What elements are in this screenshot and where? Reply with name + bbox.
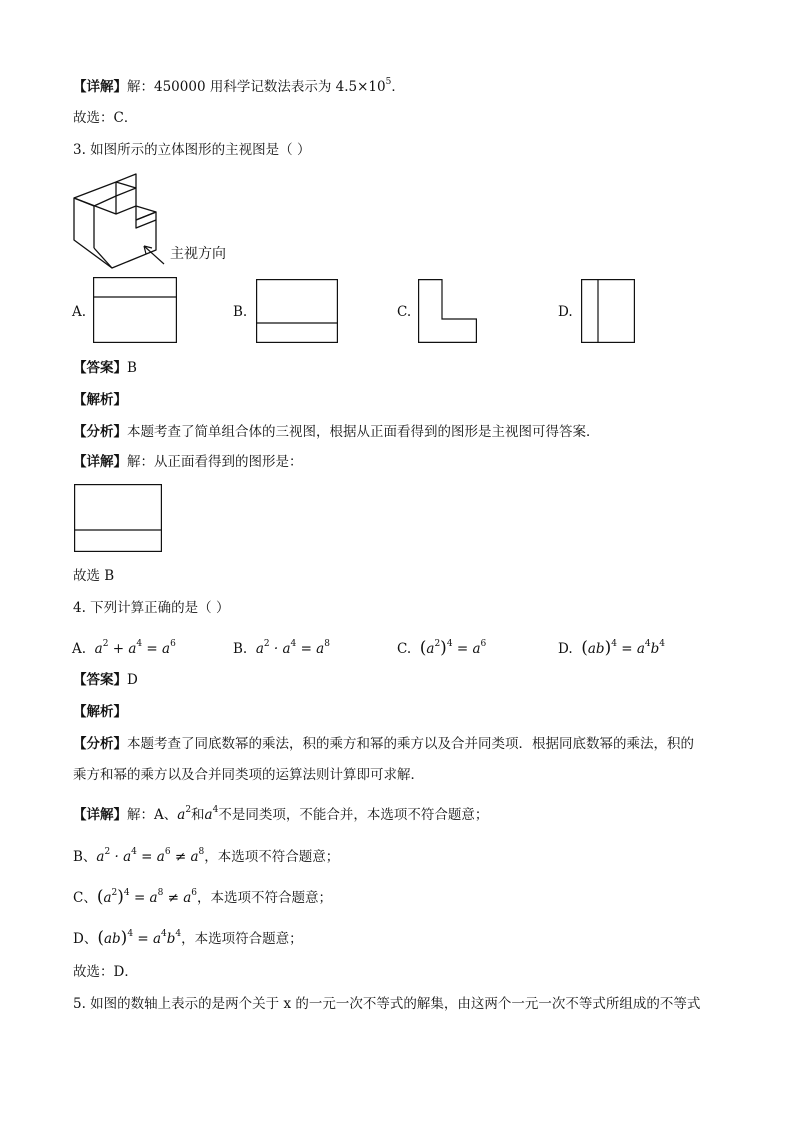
q4-option-b: B. $a^2 \cdot a^4 = a^8$ xyxy=(233,639,330,657)
sci-notation: $4.5\times 10^5$ xyxy=(335,77,392,95)
q4-detail-b: B、$a^2 \cdot a^4 = a^6 \ne a^8$，本选项不符合题意； xyxy=(73,847,340,865)
q2-choose: 故选：C． xyxy=(73,110,138,126)
q4-detail-d: D、$(ab)^4 = a^4b^4$，本选项符合题意； xyxy=(73,928,303,948)
q3-analysis-tag: 【解析】 xyxy=(73,392,127,408)
q3-stem: 3. 如图所示的立体图形的主视图是（ ） xyxy=(73,142,311,158)
q3-option-d-figure xyxy=(581,279,635,343)
q3-detail-line: 【详解】解：从正面看得到的图形是： xyxy=(73,454,303,470)
q4-choose: 故选：D． xyxy=(73,964,138,980)
q3-option-c-figure xyxy=(418,279,478,343)
q3-option-c-label: C. xyxy=(397,304,412,320)
q4-fenxi-line-2: 乘方和幂的乘方以及合并同类项的运算法则计算即可求解． xyxy=(73,767,424,783)
detail-tag: 【详解】 xyxy=(73,79,127,95)
q4-stem: 4. 下列计算正确的是（ ） xyxy=(73,600,230,616)
answer-value: B xyxy=(127,360,137,376)
q4-option-c: C. $(a^2)^4 = a^6$ xyxy=(397,638,487,658)
q3-option-a-figure xyxy=(93,277,177,343)
q3-option-b-figure xyxy=(256,279,338,343)
q4-detail-c: C、$(a^2)^4 = a^8 \ne a^6$，本选项不符合题意； xyxy=(73,887,333,907)
q4-option-d: D. $(ab)^4 = a^4b^4$ xyxy=(558,638,666,658)
answer-tag: 【答案】 xyxy=(73,360,127,376)
q4-fenxi-line-1: 【分析】本题考查了同底数幂的乘法，积的乘方和幂的乘方以及合并同类项．根据同底数幂的乘法，积的 xyxy=(73,736,694,752)
view-direction-arrow xyxy=(140,240,170,270)
q3-option-d-label: D. xyxy=(558,304,573,320)
q3-choose: 故选 B xyxy=(73,568,115,584)
q3-answer-line xyxy=(73,358,137,378)
q4-option-a: A. $a^2 + a^4 = a^6$ xyxy=(72,639,176,657)
q2-detail-line: 【详解】解：450000 用科学记数法表示为 $4.5\times 10^5$． xyxy=(73,77,405,95)
q4-answer-line: 【答案】D xyxy=(73,672,138,688)
q5-stem: 5. 如图的数轴上表示的是两个关于 x 的一元一次不等式的解集，由这两个一元一次不等式所组成的不等式 xyxy=(73,996,701,1012)
q3-fenxi-line: 【分析】本题考查了简单组合体的三视图，根据从正面看得到的图形是主视图可得答案． xyxy=(73,424,600,440)
q4-detail-a: 【详解】解：A、$a^2$和$a^4$不是同类项，不能合并，本选项不符合题意； xyxy=(73,805,489,823)
view-direction-label: 主视方向 xyxy=(170,246,226,262)
q4-analysis-tag: 【解析】 xyxy=(73,704,127,720)
q3-solution-figure xyxy=(74,484,162,552)
q3-option-a-label: A. xyxy=(72,304,87,320)
detail-text: 解：450000 用科学记数法表示为 xyxy=(127,79,332,95)
q3-option-b-label: B. xyxy=(233,304,248,320)
